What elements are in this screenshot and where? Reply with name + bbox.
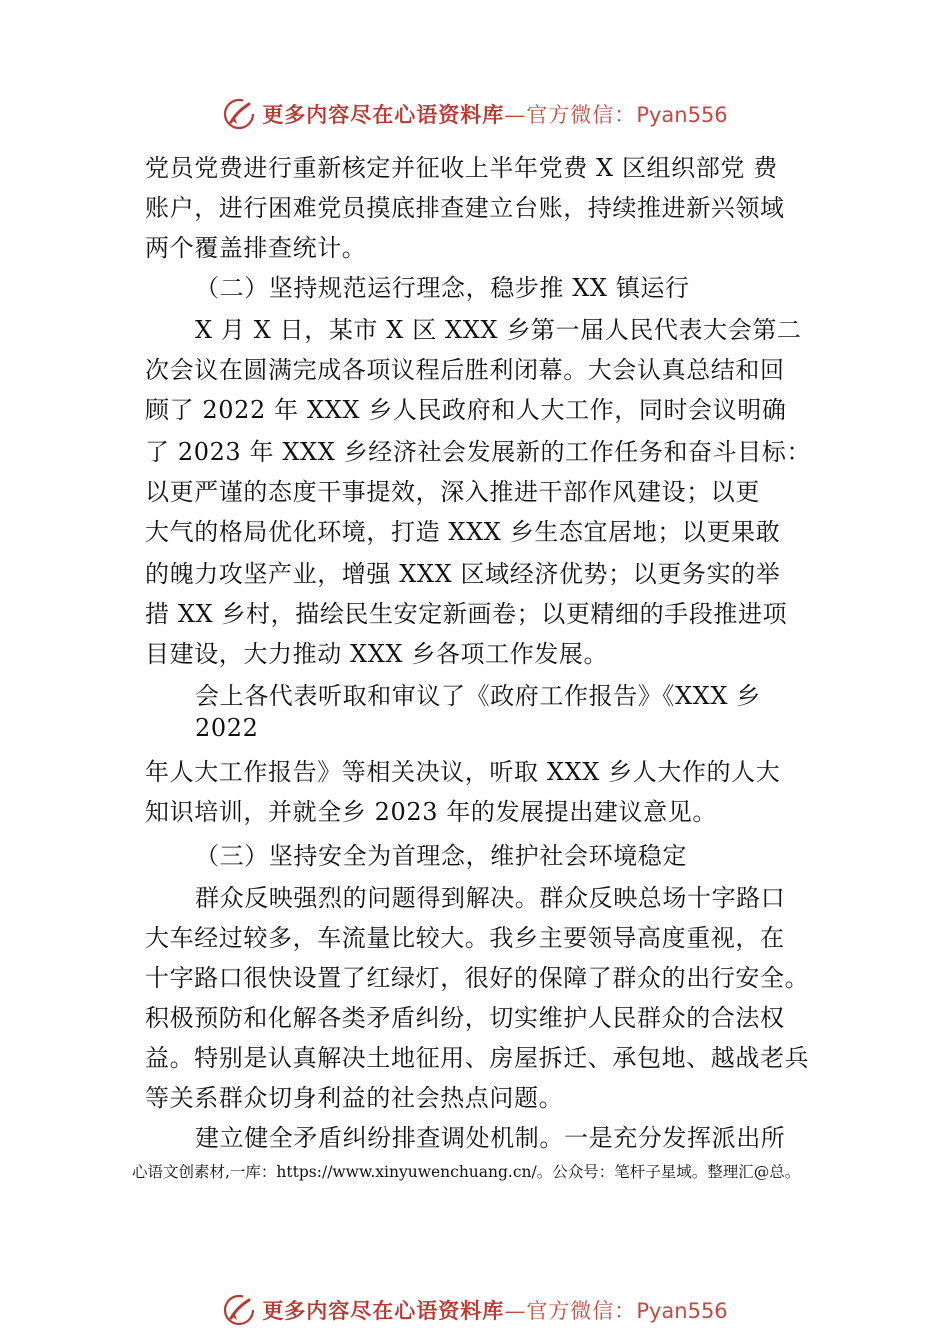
banner-account: Pyan556 [636,1299,728,1323]
banner-wechat-label: 官方微信： [526,1299,637,1323]
text-line: 十字路口很快设置了红绿灯，很好的保障了群众的出行安全。 [145,964,810,992]
text-line: 年人大工作报告》等相关决议，听取 XXX 乡人大作的人大 [145,758,781,786]
section-heading: （二）坚持规范运行理念，稳步推 XX 镇运行 [195,274,690,302]
footer-note: 心语文创素材,一库：https://www.xinyuwenchuang.cn/。公众号：笔杆子星域。整理汇@总。 [132,1163,801,1181]
banner-text [262,1295,727,1325]
text-line: 的魄力攻坚产业，增强 XXX 区域经济优势；以更务实的举 [145,560,781,588]
text-line: 了 2023 年 XXX 乡经济社会发展新的工作任务和奋斗目标： [145,438,812,466]
text-line: 目建设，大力推动 XXX 乡各项工作发展。 [145,640,609,668]
text-line: X 月 X 日，某市 X 区 XXX 乡第一届人民代表大会第二 [195,316,802,344]
text-line: 益。特别是认真解决土地征用、房屋拆迁、承包地、越战老兵 [145,1044,810,1072]
text-line: 大气的格局优化环境，打造 XXX 乡生态宜居地；以更果敢 [145,518,781,546]
text-line: 顾了 2022 年 XXX 乡人民政府和人大工作，同时会议明确 [145,396,787,424]
header-banner [0,94,950,134]
text-line: 措 XX 乡村，描绘民生安定新画卷；以更精细的手段推进项 [145,600,788,628]
text-line: 知识培训，并就全乡 2023 年的发展提出建议意见。 [145,798,717,826]
text-line: 积极预防和化解各类矛盾纠纷，切实维护人民群众的合法权 [145,1004,785,1032]
text-line: 党员党费进行重新核定并征收上半年党费 X 区组织部党 费 [145,154,778,182]
text-line: 2022 [195,714,259,742]
text-line: 群众反映强烈的问题得到解决。群众反映总场十字路口 [195,884,786,912]
banner-main-text: 更多内容尽在心语资料库 [262,102,505,127]
banner-main-text: 更多内容尽在心语资料库 [262,1298,505,1323]
text-line: 建立健全矛盾纠纷排查调处机制。一是充分发挥派出所 [195,1124,786,1152]
section-heading: （三）坚持安全为首理念，维护社会环境稳定 [195,842,687,870]
banner-dash: — [504,1299,527,1323]
text-line: 大车经过较多，车流量比较大。我乡主要领导高度重视，在 [145,924,785,952]
banner-dash: — [504,103,527,127]
banner-wechat-label: 官方微信： [526,103,637,127]
text-line: 账户，进行困难党员摸底排查建立台账，持续推进新兴领域 [145,194,785,222]
text-line: 等关系群众切身利益的社会热点问题。 [145,1084,564,1112]
banner-account: Pyan556 [636,103,728,127]
brush-logo-icon [222,1293,256,1327]
text-line: 以更严谨的态度干事提效，深入推进干部作风建设；以更 [145,478,760,506]
banner-text [262,99,727,129]
text-line: 两个覆盖排查统计。 [145,234,367,262]
brush-logo-icon [222,97,256,131]
footer-banner [0,1290,950,1330]
text-line: 次会议在圆满完成各项议程后胜利闭幕。大会认真总结和回 [145,356,785,384]
text-line: 会上各代表听取和审议了《政府工作报告》《XXX 乡 [195,682,761,710]
